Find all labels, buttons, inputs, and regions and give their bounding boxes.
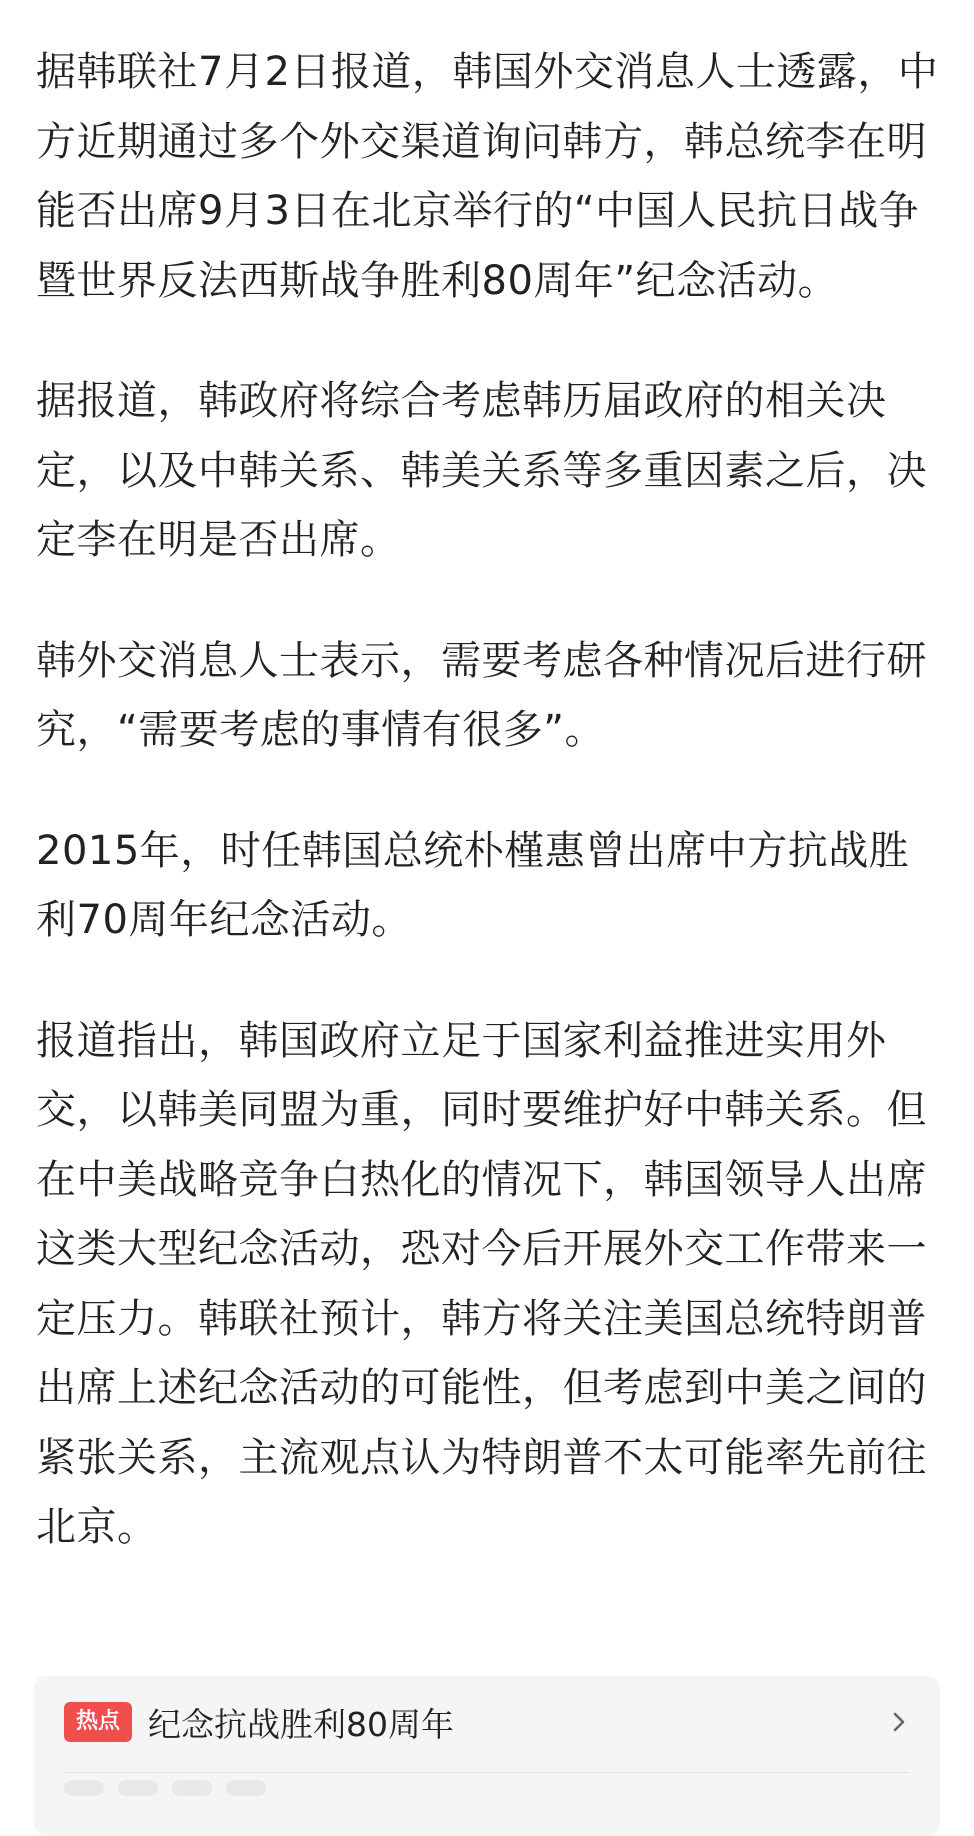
hot-topic-link[interactable] [34,1676,940,1768]
article-paragraph: 据韩联社7月2日报道，韩国外交消息人士透露，中方近期通过多个外交渠道询问韩方，韩总统李在明能否出席9月3日在北京举行的“中国人民抗日战争暨世界反法西斯战争胜利80周年”纪念活动。 [36,49,939,304]
article-body [36,38,942,1614]
hot-badge: 热点 [64,1702,132,1742]
hot-topic-title: 纪念抗战胜利80周年 [148,1704,454,1744]
chevron-right-icon [888,1711,910,1733]
article-paragraph: 2015年，时任韩国总统朴槿惠曾出席中方抗战胜利70周年纪念活动。 [36,827,910,943]
next-row-partial [64,1780,266,1796]
card-divider [64,1772,910,1773]
article-paragraph: 报道指出，韩国政府立足于国家利益推进实用外交，以韩美同盟为重，同时要维护好中韩关系。但在中美战略竞争白热化的情况下，韩国领导人出席这类大型纪念活动，恐对今后开展外交工作带来一定压力。韩联社预计，韩方将关注美国总统特朗普出席上述纪念活动的可能性，但考虑到中美之间的紧张关系，主流观点认为特朗普不太可能率先前往北京。 [36,1017,927,1550]
article-paragraph: 韩外交消息人士表示，需要考虑各种情况后进行研究，“需要考虑的事情有很多”。 [36,637,927,753]
article-paragraph: 据报道，韩政府将综合考虑韩历届政府的相关决定，以及中韩关系、韩美关系等多重因素之后，决定李在明是否出席。 [36,378,927,563]
hot-topic-card [34,1676,940,1836]
